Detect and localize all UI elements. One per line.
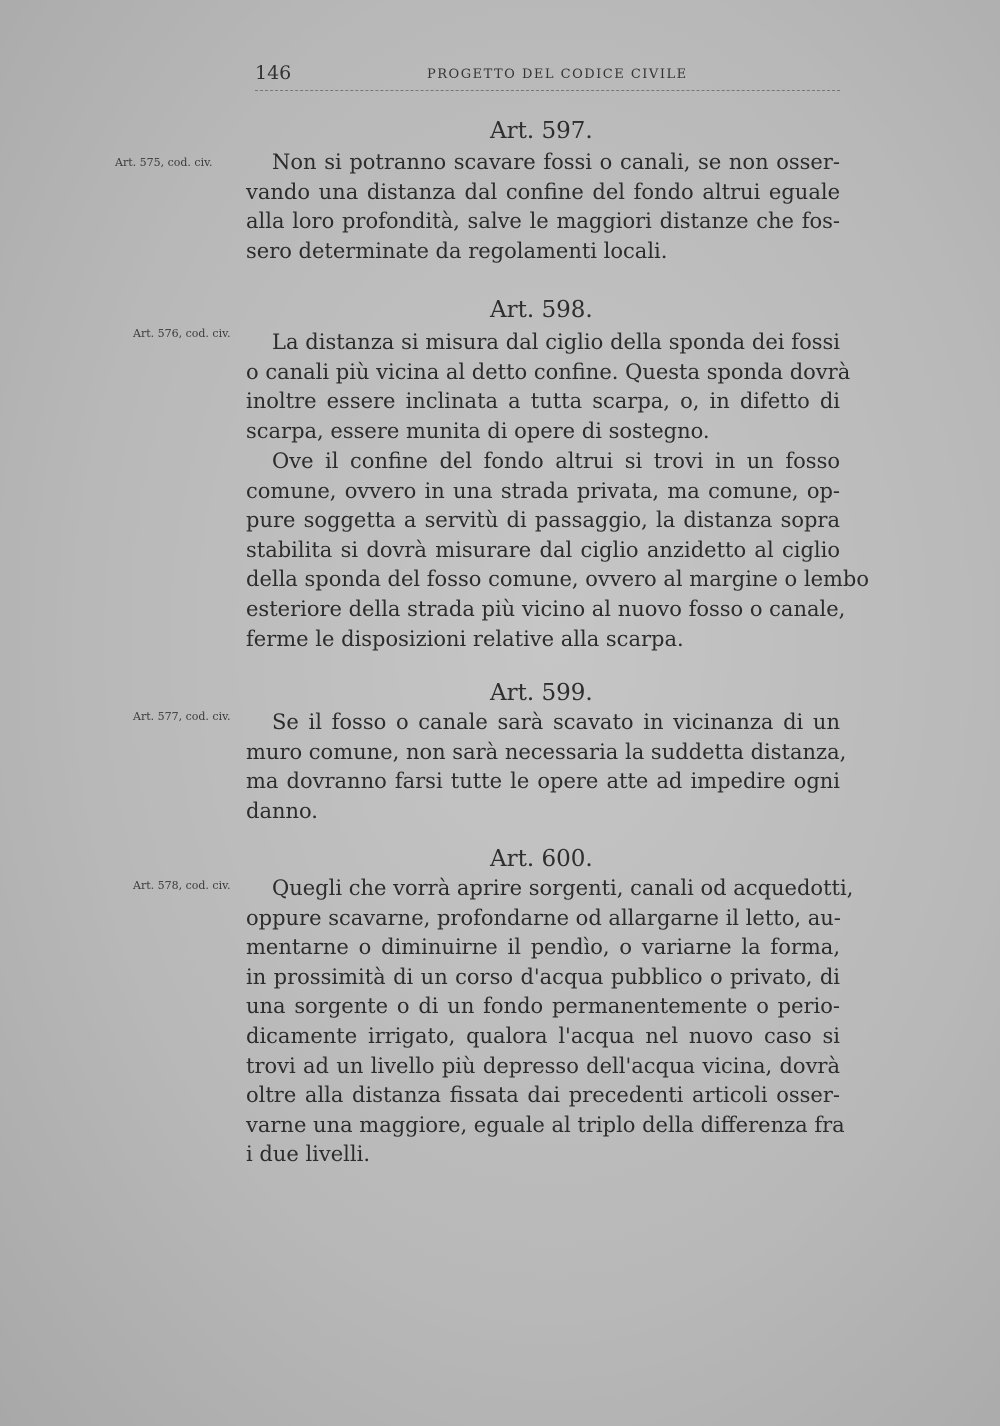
text-line: ferme le disposizioni relative alla scarpa. [246, 626, 684, 651]
text-line: esteriore della strada più vicino al nuovo fosso o canale, [246, 596, 846, 621]
margin-reference: Art. 577, cod. civ. [133, 710, 231, 723]
text-line: mentarne o diminuirne il pendìo, o variarne la forma, [246, 935, 840, 960]
text-line: scarpa, essere munita di opere di sostegno. [246, 418, 710, 443]
text-line: varne una maggiore, eguale al triplo della differenza fra [246, 1112, 845, 1137]
text-line: danno. [246, 798, 318, 823]
article-paragraph [246, 447, 870, 654]
running-title: PROGETTO DEL CODICE CIVILE [427, 67, 688, 82]
text-line: ma dovranno farsi tutte le opere atte ad impedire ogni [246, 769, 840, 794]
text-line: una sorgente o di un fondo permanentemente o perio- [246, 994, 840, 1019]
text-line: inoltre essere inclinata a tutta scarpa, o, in difetto di [246, 389, 840, 414]
text-line: della sponda del fosso comune, ovvero al margine o lembo [246, 567, 870, 592]
text-line: Se il fosso o canale sarà scavato in vicinanza di un [272, 710, 840, 734]
text-line: sero determinate da regolamenti locali. [246, 238, 668, 263]
text-line: alla loro profondità, salve le maggiori distanze che fos- [246, 209, 840, 234]
text-line: muro comune, non sarà necessaria la suddetta distanza, [246, 739, 847, 764]
margin-reference: Art. 578, cod. civ. [133, 879, 231, 892]
text-line: o canali più vicina al detto confine. Questa sponda dovrà [246, 359, 851, 384]
article-paragraph [246, 148, 840, 266]
text-line: oppure scavarne, profondarne od allargarne il letto, au- [246, 905, 841, 930]
margin-reference: Art. 576, cod. civ. [133, 327, 231, 340]
page-number: 146 [255, 62, 292, 84]
article-heading: Art. 600. [490, 846, 593, 872]
article-paragraph [246, 708, 847, 826]
text-line: vando una distanza dal confine del fondo altrui eguale [246, 179, 840, 204]
text-line: i due livelli. [246, 1142, 371, 1167]
text-line: comune, ovvero in una strada privata, ma comune, op- [246, 478, 840, 503]
article-heading: Art. 597. [490, 118, 593, 144]
text-line: oltre alla distanza fissata dai precedenti articoli osser- [246, 1083, 840, 1108]
text-line: trovi ad un livello più depresso dell'acqua vicina, dovrà [246, 1053, 840, 1078]
article-heading: Art. 598. [490, 297, 593, 323]
text-line: pure soggetta a servitù di passaggio, la distanza sopra [246, 508, 840, 533]
page-header [255, 62, 840, 86]
margin-reference: Art. 575, cod. civ. [115, 156, 213, 169]
text-line: La distanza si misura dal ciglio della sponda dei fossi [272, 330, 840, 354]
text-line: Quegli che vorrà aprire sorgenti, canali od acquedotti, [272, 876, 854, 900]
article-paragraph [246, 328, 851, 446]
text-line: Ove il confine del fondo altrui si trovi in un fosso [272, 449, 840, 473]
article-paragraph [246, 874, 854, 1170]
text-line: Non si potranno scavare fossi o canali, se non osser- [272, 150, 840, 174]
header-rule [255, 90, 840, 91]
text-line: dicamente irrigato, qualora l'acqua nel nuovo caso si [246, 1023, 840, 1048]
text-line: in prossimità di un corso d'acqua pubblico o privato, di [246, 964, 840, 989]
article-heading: Art. 599. [490, 680, 593, 706]
text-line: stabilita si dovrà misurare dal ciglio anzidetto al ciglio [246, 537, 840, 562]
